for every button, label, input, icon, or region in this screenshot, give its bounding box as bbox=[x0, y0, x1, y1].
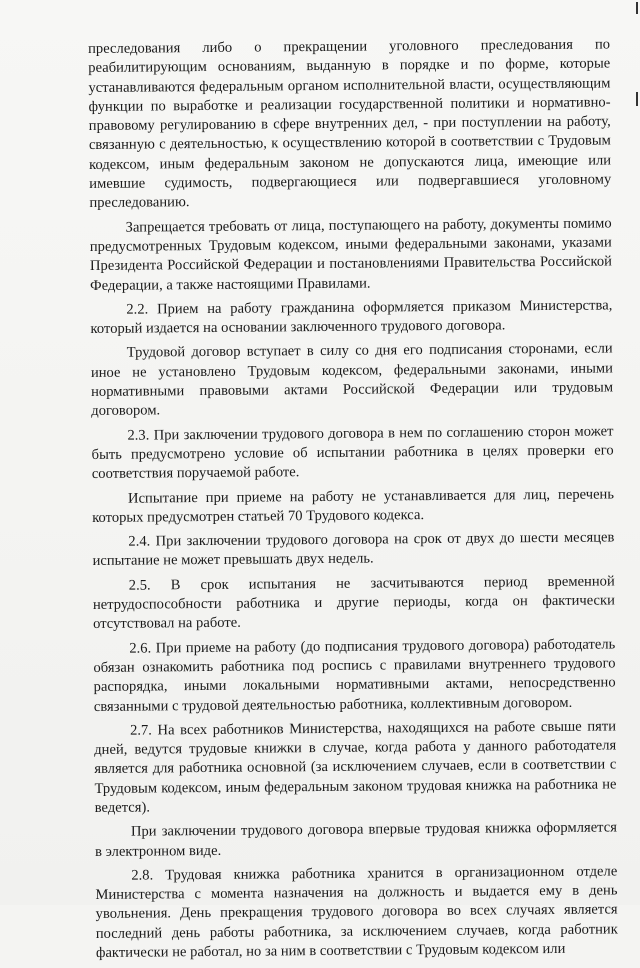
document-body bbox=[88, 35, 618, 968]
paragraph-3: 2.2. Прием на работу гражданина оформляется приказом Министерства, который издается на основании заключенного трудового договора. bbox=[90, 297, 613, 338]
paragraph-10: 2.7. На всех работников Министерства, находящихся на работе свыше пяти дней, ведутся трудовые книжки в случае, когда работа у данного работодателя является для работника основной (за исключением случаев, если в соответствии с Трудовым кодексом, иным федеральным законом трудовая книжка на работника не ведется). bbox=[94, 718, 617, 816]
paragraph-8: 2.5. В срок испытания не засчитываются период временной нетрудоспособности работника и другие периоды, когда он фактически отсутствовал на работе. bbox=[92, 573, 615, 633]
paragraph-1: преследования либо о прекращении уголовного преследования по реабилитирующим основаниям, выданную в порядке и по форме, которые устанавливаются федеральным органом исполнительной власти, осуществляющим функции по выработке и реализации государственной политики и нормативно-правовому регулированию в сфере внутренних дел, - при поступлении на работу, связанную с деятельностью, к осуществлению которой в соответствии с Трудовым кодексом, иным федеральным законом не допускаются лица, имеющие или имевшие судимость, подвергающиеся или подвергавшиеся уголовному преследованию. bbox=[88, 36, 612, 212]
paragraph-5: 2.3. При заключении трудового договора в нем по соглашению сторон может быть предусмотрено условие об испытании работника в целях проверки его соответствия поручаемой работе. bbox=[91, 423, 614, 483]
paragraph-9: 2.6. При приеме на работу (до подписания трудового договора) работодатель обязан ознакомить работника под роспись с правилами внутреннего трудового распорядка, иными локальными нормативными актами, непосредственно связанными с трудовой деятельностью работника, коллективным договором. bbox=[93, 636, 616, 715]
paragraph-4: Трудовой договор вступает в силу со дня его подписания сторонами, если иное не установлено Трудовым кодексом, федеральными законами, иными нормативными правовыми актами Российской Федерации или трудовым договором. bbox=[90, 340, 614, 420]
paragraph-2: Запрещается требовать от лица, поступающего на работу, документы помимо предусмотренных Трудовым кодексом, иными федеральными законами, указами Президента Российской Федерации и постановлениями Правительства Российской Федерации, а также настоящими Правилами. bbox=[89, 215, 613, 294]
paragraph-12: 2.8. Трудовая книжка работника хранится в организационном отделе Министерства с момента назначения на должность и выдается ему в день увольнения. День прекращения трудового договора во всех случаях является последний день работы работника, за исключением случаев, когда работник фактически не работал, но за ним в соответствии с Трудовым кодексом или bbox=[95, 863, 618, 962]
scan-mark-middle bbox=[636, 92, 638, 106]
paragraph-11: При заключении трудового договора впервые трудовая книжка оформляется в электронном виде. bbox=[95, 819, 617, 860]
paragraph-7: 2.4. При заключении трудового договора на срок от двух до шести месяцев испытание не может превышать двух недель. bbox=[92, 529, 615, 570]
paragraph-6: Испытание при приеме на работу не устанавливается для лиц, перечень которых предусмотрен статьей 70 Трудового кодекса. bbox=[92, 485, 615, 526]
scan-mark-top bbox=[636, 2, 638, 14]
